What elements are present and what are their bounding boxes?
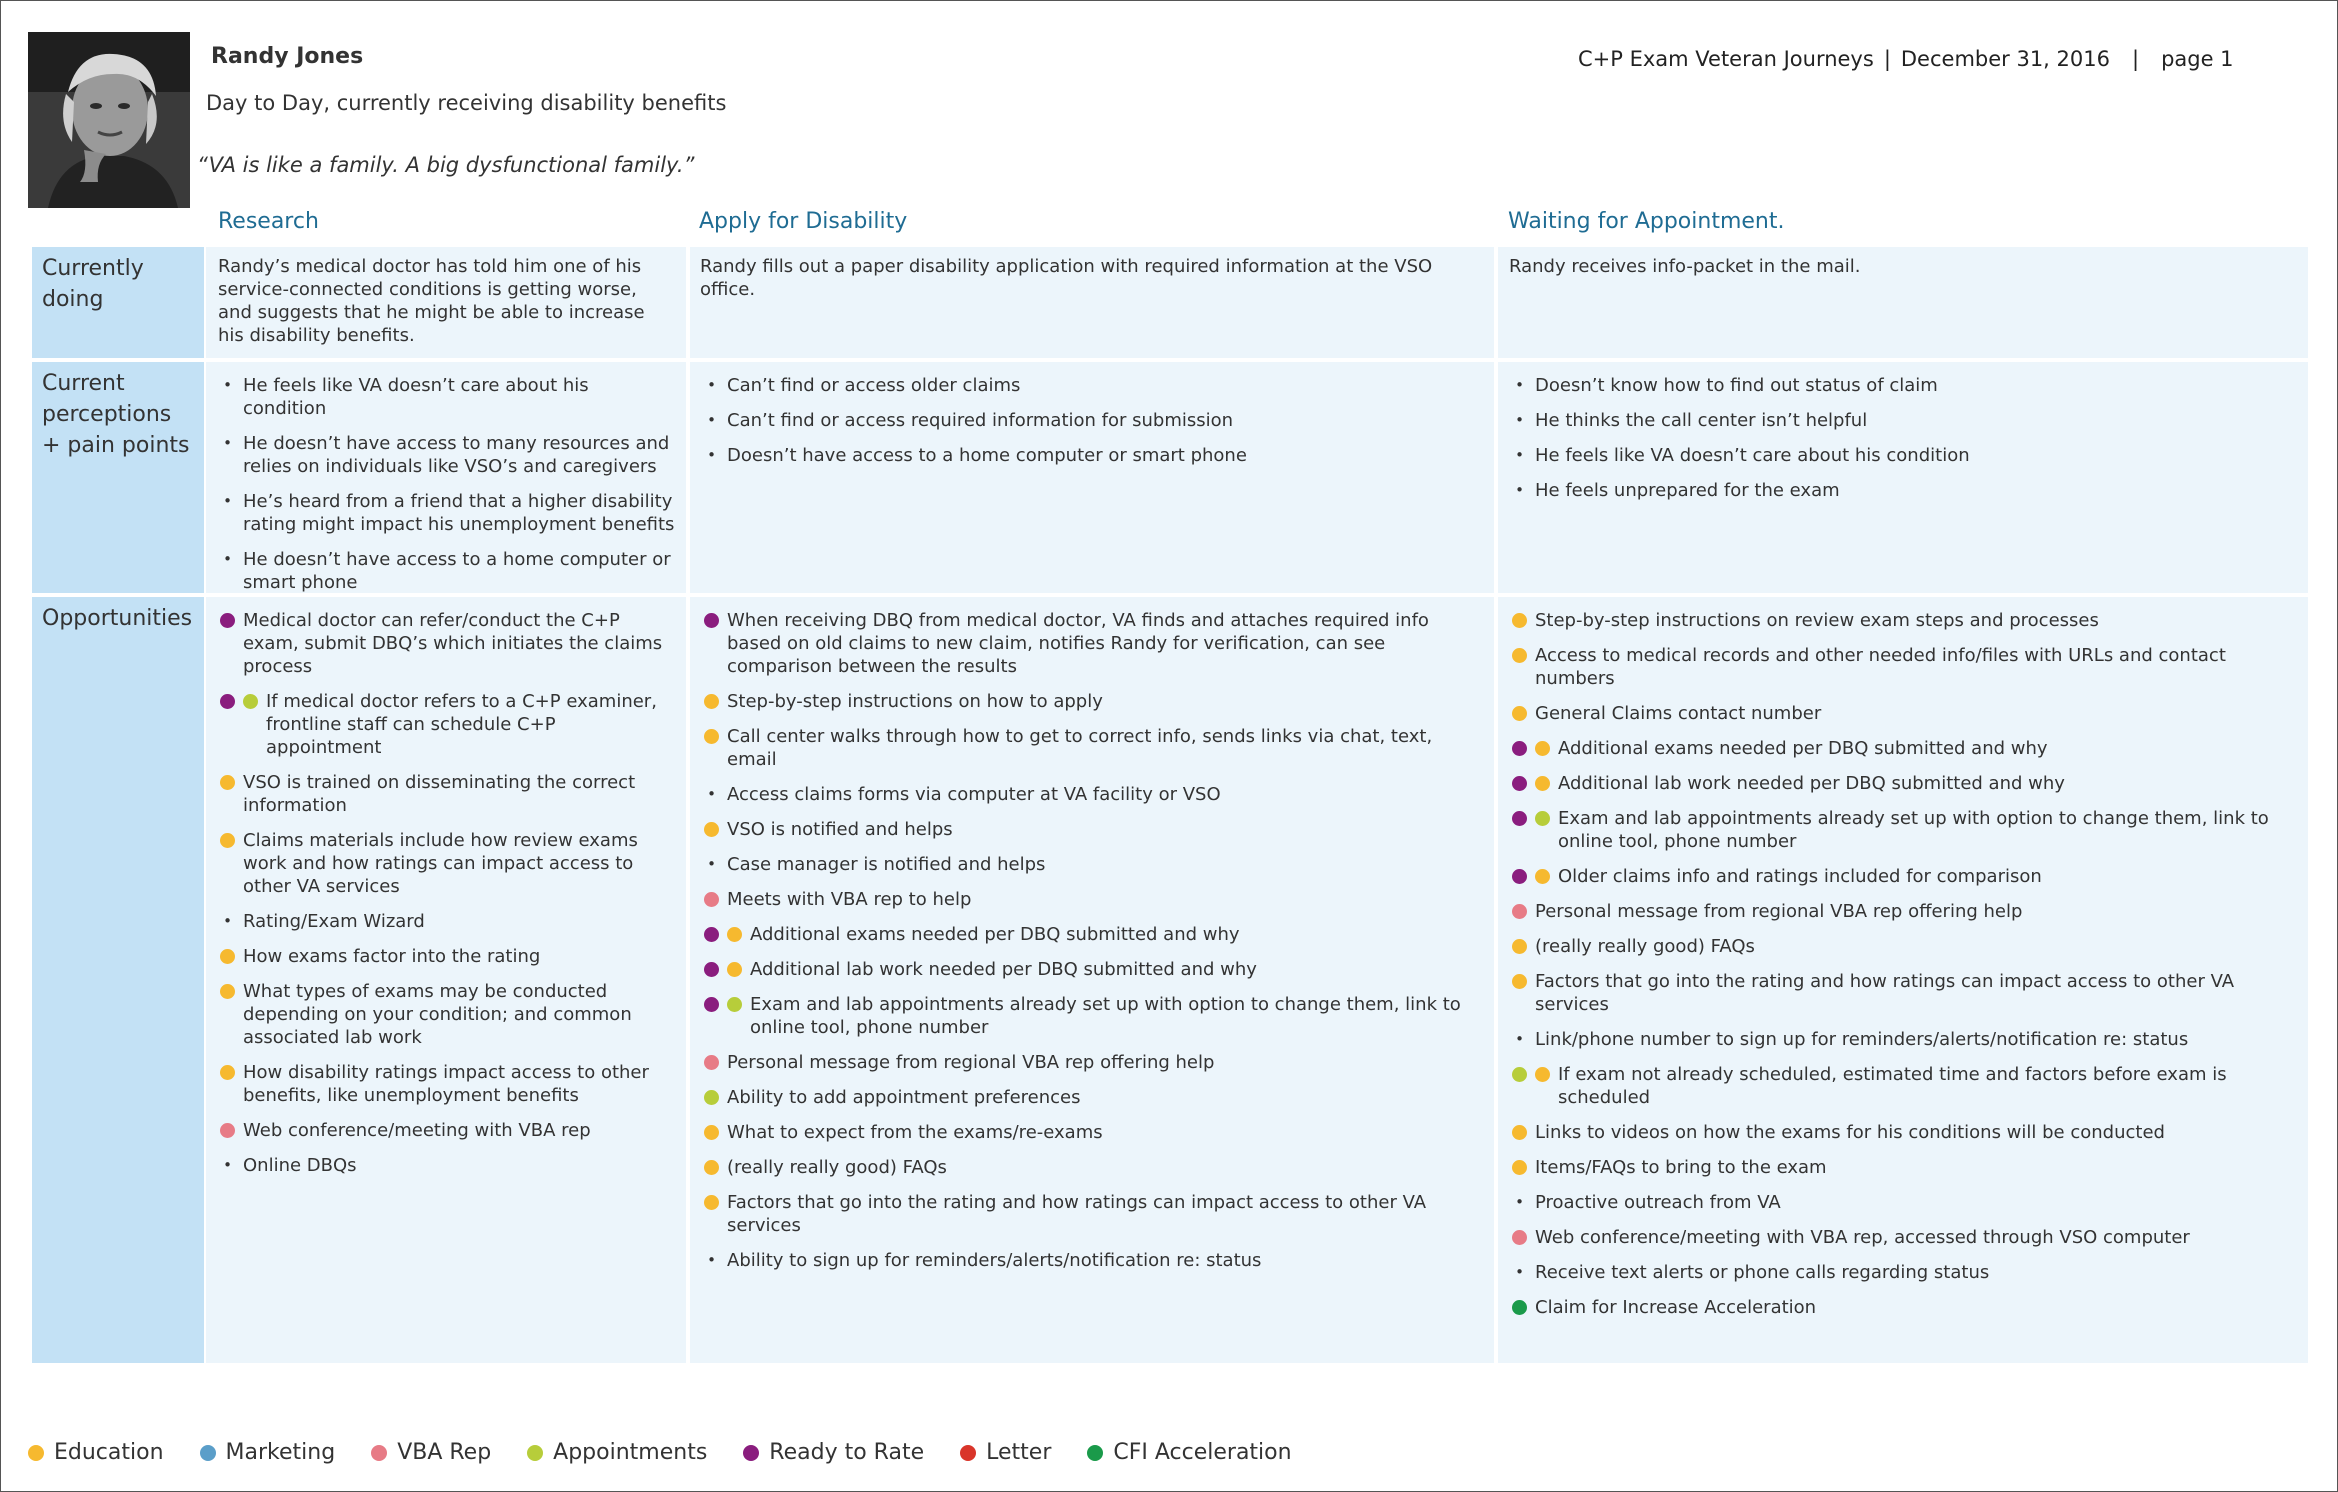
opportunity-item: [1512, 644, 2298, 690]
education-dot-icon: [704, 1160, 719, 1175]
category-markers: [1512, 807, 1558, 826]
opportunity-text: Additional exams needed per DBQ submitted and why: [1558, 738, 2048, 759]
opportunity-item: [220, 829, 676, 898]
cell-doing-apply: [690, 247, 1494, 358]
perception-text: Doesn’t know how to find out status of claim: [1535, 375, 1938, 396]
opportunity-text: (really really good) FAQs: [1535, 936, 1755, 957]
opportunity-text: Access to medical records and other needed info/files with URLs and contact numbers: [1535, 645, 2226, 689]
opportunities-list: [690, 597, 1494, 1272]
legend-label: CFI Acceleration: [1113, 1440, 1292, 1465]
page-number: page 1: [2161, 47, 2234, 71]
bullet-icon: •: [223, 376, 232, 394]
opportunity-text: Claims materials include how review exams work and how ratings can impact access to other VA services: [243, 830, 638, 897]
education-dot-icon: [1512, 939, 1527, 954]
opportunity-item: [704, 923, 1484, 946]
opportunity-text: Claim for Increase Acceleration: [1535, 1297, 1817, 1318]
opportunity-text: Exam and lab appointments already set up with option to change them, link to online tool, phone number: [1558, 808, 2269, 852]
bullet-icon: •: [1515, 446, 1524, 464]
bullet-icon: •: [1515, 1193, 1524, 1211]
category-markers: [1512, 702, 1535, 721]
opportunity-item: [704, 609, 1484, 678]
opportunity-item: [704, 1156, 1484, 1179]
vba-rep-dot-icon: [220, 1123, 235, 1138]
opportunity-text: Older claims info and ratings included for comparison: [1558, 866, 2042, 887]
perception-item: [704, 444, 1484, 467]
opportunity-item: [220, 1154, 676, 1177]
legend-label: Education: [54, 1440, 164, 1465]
cell-perceptions-research: [206, 362, 686, 593]
opportunity-item: [220, 910, 676, 933]
perception-text: He’s heard from a friend that a higher disability rating might impact his unemployment benefits: [243, 491, 675, 535]
bullet-icon: •: [223, 912, 232, 930]
bullet-icon: •: [223, 434, 232, 452]
category-markers: [704, 725, 727, 744]
legend-label: Marketing: [225, 1440, 336, 1465]
opportunity-text: Links to videos on how the exams for his conditions will be conducted: [1535, 1122, 2165, 1143]
opportunity-text: Access claims forms via computer at VA facility or VSO: [727, 784, 1221, 805]
legend: [28, 1440, 1328, 1465]
perception-text: He thinks the call center isn’t helpful: [1535, 410, 1868, 431]
education-dot-icon: [1512, 706, 1527, 721]
vba-rep-dot-icon: [1512, 1230, 1527, 1245]
ready-to-rate-dot-icon: [743, 1445, 759, 1461]
opportunity-item: [704, 1051, 1484, 1074]
marketing-dot-icon: [200, 1445, 216, 1461]
opportunity-item: [704, 783, 1484, 806]
ready-to-rate-dot-icon: [1512, 776, 1527, 791]
category-markers: [704, 923, 750, 942]
vba-rep-dot-icon: [371, 1445, 387, 1461]
bullet-icon: •: [707, 855, 716, 873]
opportunity-item: [220, 980, 676, 1049]
opportunity-text: If medical doctor refers to a C+P examiner, frontline staff can schedule C+P appointment: [266, 691, 657, 758]
legend-item-ready-to-rate: [743, 1440, 924, 1465]
ready-to-rate-dot-icon: [220, 613, 235, 628]
category-markers: [704, 853, 727, 876]
category-markers: [220, 690, 266, 709]
perception-item: [220, 490, 676, 536]
bullet-icon: •: [707, 411, 716, 429]
opportunity-text: If exam not already scheduled, estimated time and factors before exam is scheduled: [1558, 1064, 2227, 1108]
category-markers: [1512, 1226, 1535, 1245]
opportunity-text: Additional lab work needed per DBQ submitted and why: [1558, 773, 2065, 794]
opportunity-item: [704, 993, 1484, 1039]
category-markers: [704, 818, 727, 837]
opportunity-text: Additional lab work needed per DBQ submitted and why: [750, 959, 1257, 980]
bullet-icon: •: [707, 376, 716, 394]
category-markers: [704, 690, 727, 709]
opportunity-item: [220, 690, 676, 759]
document-header: [1578, 47, 2234, 71]
ready-to-rate-dot-icon: [704, 613, 719, 628]
legend-item-cfi-acceleration: [1087, 1440, 1291, 1465]
category-markers: [1512, 1063, 1558, 1082]
opportunity-text: Web conference/meeting with VBA rep: [243, 1120, 591, 1141]
opportunity-text: Items/FAQs to bring to the exam: [1535, 1157, 1827, 1178]
appointments-dot-icon: [727, 997, 742, 1012]
category-markers: [704, 888, 727, 907]
opportunity-text: Link/phone number to sign up for reminders/alerts/notification re: status: [1535, 1029, 2189, 1050]
opportunity-item: [704, 690, 1484, 713]
perception-text: He feels like VA doesn’t care about his condition: [243, 375, 589, 419]
education-dot-icon: [220, 949, 235, 964]
category-markers: [220, 829, 243, 848]
opportunity-text: General Claims contact number: [1535, 703, 1822, 724]
perception-item: [220, 374, 676, 420]
opportunity-text: (really really good) FAQs: [727, 1157, 947, 1178]
ready-to-rate-dot-icon: [704, 962, 719, 977]
perceptions-list: [690, 362, 1494, 467]
opportunity-text: VSO is trained on disseminating the correct information: [243, 772, 636, 816]
education-dot-icon: [727, 927, 742, 942]
cell-opportunities-research: [206, 597, 686, 1363]
category-markers: [220, 1119, 243, 1138]
opportunity-text: Proactive outreach from VA: [1535, 1192, 1781, 1213]
opportunity-item: [1512, 1156, 2298, 1179]
vba-rep-dot-icon: [704, 1055, 719, 1070]
category-markers: [704, 1121, 727, 1140]
appointments-dot-icon: [243, 694, 258, 709]
category-markers: [704, 783, 727, 806]
vba-rep-dot-icon: [704, 892, 719, 907]
opportunity-item: [220, 945, 676, 968]
opportunity-text: Factors that go into the rating and how ratings can impact access to other VA services: [727, 1192, 1427, 1236]
cfi-acceleration-dot-icon: [1087, 1445, 1103, 1461]
opportunity-text: When receiving DBQ from medical doctor, VA finds and attaches required info based on old claims to new claim, notifies Randy for verification, can see comparison between the results: [727, 610, 1429, 677]
education-dot-icon: [220, 775, 235, 790]
opportunity-item: [1512, 609, 2298, 632]
legend-label: Ready to Rate: [769, 1440, 925, 1465]
opportunity-item: [704, 1249, 1484, 1272]
category-markers: [220, 1061, 243, 1080]
opportunity-item: [1512, 970, 2298, 1016]
perception-item: [220, 432, 676, 478]
category-markers: [704, 958, 750, 977]
category-markers: [1512, 644, 1535, 663]
ready-to-rate-dot-icon: [1512, 741, 1527, 756]
perception-text: He doesn’t have access to many resources and relies on individuals like VSO’s and caregivers: [243, 433, 670, 477]
opportunity-text: Step-by-step instructions on how to apply: [727, 691, 1103, 712]
education-dot-icon: [1512, 613, 1527, 628]
cell-opportunities-waiting: [1498, 597, 2308, 1363]
opportunity-item: [1512, 702, 2298, 725]
education-dot-icon: [1535, 869, 1550, 884]
opportunity-item: [704, 853, 1484, 876]
category-markers: [1512, 1261, 1535, 1284]
opportunity-item: [220, 609, 676, 678]
opportunity-text: What to expect from the exams/re-exams: [727, 1122, 1103, 1143]
opportunity-text: Factors that go into the rating and how ratings can impact access to other VA services: [1535, 971, 2235, 1015]
legend-item-marketing: [200, 1440, 336, 1465]
opportunity-item: [220, 1119, 676, 1142]
opportunity-item: [1512, 1296, 2298, 1319]
ready-to-rate-dot-icon: [704, 997, 719, 1012]
perception-text: He feels unprepared for the exam: [1535, 480, 1840, 501]
category-markers: [704, 1156, 727, 1175]
bullet-icon: •: [1515, 1030, 1524, 1048]
education-dot-icon: [28, 1445, 44, 1461]
vba-rep-dot-icon: [1512, 904, 1527, 919]
opportunity-text: What types of exams may be conducted depending on your condition; and common associated lab work: [243, 981, 632, 1048]
education-dot-icon: [220, 984, 235, 999]
bullet-icon: •: [1515, 411, 1524, 429]
legend-label: Letter: [986, 1440, 1052, 1465]
opportunity-text: Exam and lab appointments already set up with option to change them, link to online tool, phone number: [750, 994, 1461, 1038]
perception-text: Can’t find or access older claims: [727, 375, 1021, 396]
row-header-perceptions: Current perceptions + pain points: [32, 362, 204, 593]
education-dot-icon: [1535, 776, 1550, 791]
category-markers: [1512, 1028, 1535, 1051]
opportunity-item: [1512, 772, 2298, 795]
appointments-dot-icon: [704, 1090, 719, 1105]
legend-item-education: [28, 1440, 164, 1465]
opportunity-text: Call center walks through how to get to correct info, sends links via chat, text, email: [727, 726, 1433, 770]
category-markers: [220, 1154, 243, 1177]
opportunity-item: [1512, 737, 2298, 760]
category-markers: [704, 993, 750, 1012]
stage-heading-apply: Apply for Disability: [699, 209, 908, 234]
category-markers: [1512, 1121, 1535, 1140]
opportunity-text: VSO is notified and helps: [727, 819, 953, 840]
category-markers: [704, 1191, 727, 1210]
opportunities-list: [206, 597, 686, 1177]
row-header-currently-doing: Currently doing: [32, 247, 204, 358]
education-dot-icon: [220, 1065, 235, 1080]
perception-text: He doesn’t have access to a home computer or smart phone: [243, 549, 671, 593]
perception-item: [220, 548, 676, 594]
document-title: C+P Exam Veteran Journeys: [1578, 47, 1874, 71]
legend-item-vba-rep: [371, 1440, 491, 1465]
ready-to-rate-dot-icon: [1512, 869, 1527, 884]
header-separator: |: [1883, 47, 1891, 71]
perception-text: He feels like VA doesn’t care about his condition: [1535, 445, 1970, 466]
profile-quote: “VA is like a family. A big dysfunctional family.”: [197, 153, 695, 177]
cfi-acceleration-dot-icon: [1512, 1300, 1527, 1315]
category-markers: [220, 980, 243, 999]
category-markers: [220, 771, 243, 790]
profile-photo: [28, 32, 190, 208]
bullet-icon: •: [1515, 1263, 1524, 1281]
category-markers: [1512, 772, 1558, 791]
opportunity-item: [1512, 1121, 2298, 1144]
opportunity-text: How disability ratings impact access to other benefits, like unemployment benefits: [243, 1062, 649, 1106]
opportunity-text: Personal message from regional VBA rep offering help: [1535, 901, 2023, 922]
category-markers: [1512, 737, 1558, 756]
opportunity-text: Ability to add appointment preferences: [727, 1087, 1081, 1108]
cell-doing-waiting: [1498, 247, 2308, 358]
cell-doing-research: [206, 247, 686, 358]
row-header-opportunities: Opportunities: [32, 597, 204, 1363]
education-dot-icon: [1535, 741, 1550, 756]
education-dot-icon: [704, 694, 719, 709]
appointments-dot-icon: [1512, 1067, 1527, 1082]
cell-opportunities-apply: [690, 597, 1494, 1363]
ready-to-rate-dot-icon: [704, 927, 719, 942]
perception-item: [1512, 444, 2298, 467]
bullet-icon: •: [223, 1156, 232, 1174]
category-markers: [1512, 1191, 1535, 1214]
doing-text: Randy’s medical doctor has told him one of his service-connected conditions is getting worse, and suggests that he might be able to increase his disability benefits.: [218, 256, 645, 346]
category-markers: [1512, 865, 1558, 884]
category-markers: [1512, 609, 1535, 628]
ready-to-rate-dot-icon: [220, 694, 235, 709]
category-markers: [1512, 970, 1535, 989]
legend-label: Appointments: [553, 1440, 708, 1465]
category-markers: [704, 1249, 727, 1272]
education-dot-icon: [1535, 1067, 1550, 1082]
opportunity-text: Rating/Exam Wizard: [243, 911, 425, 932]
education-dot-icon: [704, 729, 719, 744]
cell-perceptions-waiting: [1498, 362, 2308, 593]
legend-label: VBA Rep: [397, 1440, 492, 1465]
bullet-icon: •: [707, 1251, 716, 1269]
opportunity-item: [704, 725, 1484, 771]
opportunities-list: [1498, 597, 2308, 1319]
opportunity-text: Receive text alerts or phone calls regarding status: [1535, 1262, 1990, 1283]
education-dot-icon: [704, 1125, 719, 1140]
perception-item: [704, 409, 1484, 432]
appointments-dot-icon: [527, 1445, 543, 1461]
perception-text: Doesn’t have access to a home computer or smart phone: [727, 445, 1247, 466]
appointments-dot-icon: [1535, 811, 1550, 826]
opportunity-item: [1512, 1028, 2298, 1051]
profile-subtitle: Day to Day, currently receiving disability benefits: [206, 91, 727, 115]
education-dot-icon: [1512, 1125, 1527, 1140]
opportunity-item: [1512, 935, 2298, 958]
ready-to-rate-dot-icon: [1512, 811, 1527, 826]
opportunity-item: [704, 818, 1484, 841]
education-dot-icon: [1512, 1160, 1527, 1175]
bullet-icon: •: [223, 492, 232, 510]
perception-item: [1512, 479, 2298, 502]
doing-text: Randy fills out a paper disability application with required information at the VSO office.: [700, 256, 1433, 300]
opportunity-item: [704, 1086, 1484, 1109]
opportunity-text: Online DBQs: [243, 1155, 357, 1176]
opportunity-item: [1512, 900, 2298, 923]
perception-item: [704, 374, 1484, 397]
education-dot-icon: [704, 822, 719, 837]
opportunity-item: [1512, 1191, 2298, 1214]
opportunity-item: [704, 888, 1484, 911]
category-markers: [1512, 900, 1535, 919]
opportunity-text: Personal message from regional VBA rep offering help: [727, 1052, 1215, 1073]
opportunity-text: How exams factor into the rating: [243, 946, 541, 967]
cell-perceptions-apply: [690, 362, 1494, 593]
document-date: December 31, 2016: [1900, 47, 2110, 71]
perceptions-list: [1498, 362, 2308, 502]
education-dot-icon: [704, 1195, 719, 1210]
bullet-icon: •: [1515, 481, 1524, 499]
opportunity-item: [704, 1191, 1484, 1237]
opportunity-item: [1512, 1063, 2298, 1109]
perception-text: Can’t find or access required information for submission: [727, 410, 1234, 431]
category-markers: [1512, 935, 1535, 954]
education-dot-icon: [1512, 974, 1527, 989]
education-dot-icon: [727, 962, 742, 977]
education-dot-icon: [1512, 648, 1527, 663]
category-markers: [704, 609, 727, 628]
perception-item: [1512, 409, 2298, 432]
bullet-icon: •: [707, 785, 716, 803]
perceptions-list: [206, 362, 686, 594]
category-markers: [220, 609, 243, 628]
category-markers: [704, 1086, 727, 1105]
category-markers: [220, 945, 243, 964]
perception-item: [1512, 374, 2298, 397]
legend-item-appointments: [527, 1440, 707, 1465]
opportunity-text: Additional exams needed per DBQ submitted and why: [750, 924, 1240, 945]
category-markers: [704, 1051, 727, 1070]
letter-dot-icon: [960, 1445, 976, 1461]
opportunity-text: Ability to sign up for reminders/alerts/notification re: status: [727, 1250, 1262, 1271]
education-dot-icon: [220, 833, 235, 848]
profile-name: Randy Jones: [211, 44, 364, 69]
bullet-icon: •: [1515, 376, 1524, 394]
opportunity-item: [704, 958, 1484, 981]
opportunity-text: Medical doctor can refer/conduct the C+P exam, submit DBQ’s which initiates the claims process: [243, 610, 663, 677]
bullet-icon: •: [707, 446, 716, 464]
opportunity-text: Meets with VBA rep to help: [727, 889, 972, 910]
category-markers: [1512, 1296, 1535, 1315]
opportunity-text: Web conference/meeting with VBA rep, accessed through VSO computer: [1535, 1227, 2190, 1248]
opportunity-item: [1512, 865, 2298, 888]
category-markers: [220, 910, 243, 933]
header-separator: |: [2131, 47, 2140, 71]
opportunity-item: [220, 771, 676, 817]
opportunity-text: Case manager is notified and helps: [727, 854, 1046, 875]
legend-item-letter: [960, 1440, 1051, 1465]
opportunity-item: [1512, 807, 2298, 853]
opportunity-item: [1512, 1226, 2298, 1249]
stage-heading-waiting: Waiting for Appointment.: [1508, 209, 1785, 234]
opportunity-item: [220, 1061, 676, 1107]
category-markers: [1512, 1156, 1535, 1175]
stage-heading-research: Research: [218, 209, 319, 234]
doing-text: Randy receives info-packet in the mail.: [1509, 256, 1861, 277]
opportunity-item: [1512, 1261, 2298, 1284]
opportunity-text: Step-by-step instructions on review exam steps and processes: [1535, 610, 2099, 631]
opportunity-item: [704, 1121, 1484, 1144]
bullet-icon: •: [223, 550, 232, 568]
